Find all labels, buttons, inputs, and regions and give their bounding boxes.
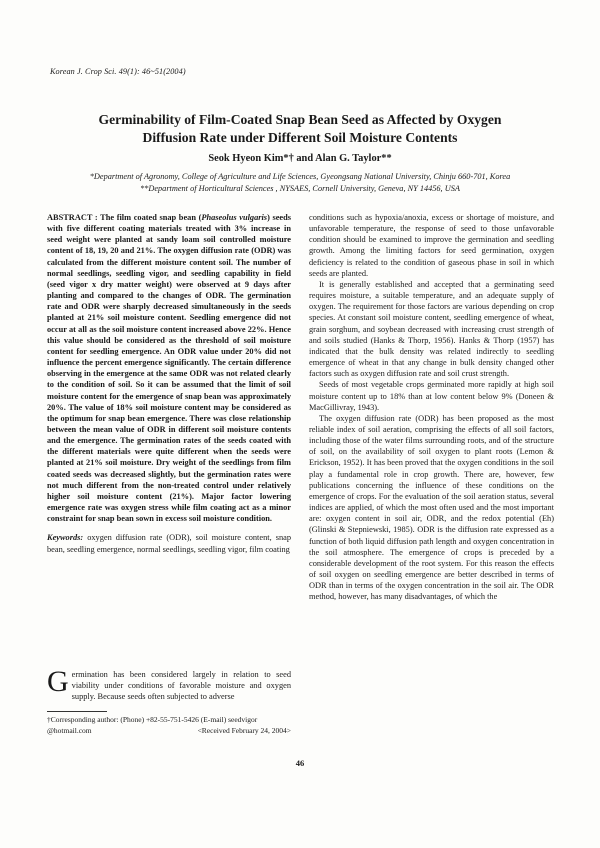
footnote-line-2: [47, 725, 291, 736]
title-line-2: Diffusion Rate under Different Soil Moisture Contents: [142, 130, 458, 145]
affiliations: [40, 171, 560, 194]
footnote-rule: [47, 711, 107, 712]
introduction: [47, 665, 291, 702]
affiliation-1: *Department of Agronomy, College of Agriculture and Life Sciences, Gyeongsang National University, Chinju 660-701, Korea: [89, 172, 511, 181]
paragraph: It is generally established and accepted that a germinating seed requires moisture, a suitable temperature, and an adequate supply of oxygen. The requirement for those factors are various depending on crop species. At constant soil moisture content, seedling emergence of wheat, grain sorghum, and soybean decreased with increasing crust strength of and soils studied (Hanks & Thorp, 1956). Hanks & Thorp (1957) has indicated that the bulk density was related indirectly to seedling emergence of wheat in that any change in bulk density changed other factors such as oxygen diffusion rate and soil crust strength.: [309, 279, 554, 379]
right-column: [309, 212, 554, 602]
left-column: [47, 212, 291, 555]
abstract: [47, 212, 291, 524]
paragraph: The oxygen diffusion rate (ODR) has been proposed as the most reliable index of soil aeration, comprising the effects of all soil factors, including those of the water films surrounding roots, and of the structure of soil, on the availability of soil oxygen to plant roots (Lemon & Erickson, 1952). It has been proved that the oxygen conditions in the soil play a fundamental role in crop growth. There are, however, few publications concerning the influence of these conditions on the emergence of crops. For the evaluation of the soil aeration status, several indices are applied, of which the most often used and the most important are: oxygen content in soil air, ODR, and the redox potential (Eh) (Glinski & Stepniewski, 1985). ODR is the diffusion rate expressed as a function of both liquid diffusion path length and oxygen concentration in the soil atmosphere. The emergence of crops is preceded by a considerable development of the root system. For this reason the effects of soil oxygen on seedling emergence are better described in terms of ODR than in terms of the oxygen concentration in the soil air. The ODR method, however, has many disadvantages, of which the: [309, 413, 554, 602]
keywords-text: oxygen diffusion rate (ODR), soil moisture content, snap bean, seedling emergence, normal seedlings, seedling vigor, film coating: [47, 533, 291, 554]
received-date: <Received February 24, 2004>: [197, 726, 291, 735]
abstract-text-2: ) seeds with five different coating materials treated with 3% increase in seed weight were planted at sandy loam soil controlled moisture content of 18, 19, 20 and 21%. The oxygen diffusion rate (ODR) was calculated from the different moisture content soil. The number of normal seedlings, seedling vigor, and seedling capability in field (seed vigor x dry matter weight) were observed at 9 days after planting and compared to the changes of ODR. The germination rate and ODR were sharply decreased simultaneously in the seeds planted at 21% soil moisture content. Seedling emergence did not occur at all as the soil moisture content increased above 22%. Hence this value should be considered as the threshold of soil moisture content for seedling emergence. An ODR value under 20% did not influence the percent emergence significantly. The certain difference observing in the emergence at the same ODR was not related clearly to the condition of soil. So it can be assumed that the limit of soil moisture content for the emergence of snap bean was approximately 20%. The value of 18% soil moisture content may be considered as the optimum for snap bean emergence. There was close relationship between the mean value of ODR in different soil moisture contents and the emergence. The germination rates of the seeds coated with the different materials were quite different when the seeds were planted at 21% soil moisture. Dry weight of the seedlings from film coated seeds was decreased slightly, but the germination rates were not much different from the non-treated control under relatively higher soil moisture content (21%). Major factor lowering emergence rate was oxygen stress while film coating act as a minor constraint for snap bean sown in excess soil moisture condition.: [47, 213, 292, 524]
footnote-email: @hotmail.com: [47, 726, 92, 735]
drop-cap: G: [47, 665, 69, 698]
footnote: [47, 714, 291, 736]
title-line-1: Germinability of Film-Coated Snap Bean Seed as Affected by Oxygen: [98, 112, 502, 127]
journal-citation: Korean J. Crop Sci. 49(1): 46~51(2004): [50, 67, 186, 76]
authors: Seok Hyeon Kim*† and Alan G. Taylor**: [208, 153, 392, 164]
keywords: [47, 532, 291, 554]
paragraph: conditions such as hypoxia/anoxia, excess or shortage of moisture, and unfavorable temperature, the response of seed to those unfavorable condition should be examined to improve the germination and seedling growth. Among the limiting factors for seed germination, oxygen deficiency is related to the condition of gaseous phase in soil in which seeds are planted.: [309, 213, 554, 278]
abstract-species: Phaseolus vulgaris: [201, 213, 268, 222]
abstract-text-1: The film coated snap bean (: [97, 213, 202, 222]
footnote-line-1: †Corresponding author: (Phone) +82-55-751-5426 (E-mail) seedvigor: [47, 715, 258, 724]
paragraph: Seeds of most vegetable crops germinated more rapidly at high soil moisture content up to 18% than at low content below 9% (Doneen & MacGillivray, 1943).: [309, 380, 554, 412]
keywords-label: Keywords:: [47, 533, 84, 543]
affiliation-2: **Department of Horticultural Sciences , NYSAES, Cornell University, Geneva, NY 14456, USA: [140, 183, 460, 193]
abstract-label: ABSTRACT :: [47, 213, 98, 222]
paper-title: [60, 111, 540, 147]
intro-text: ermination has been considered largely in relation to seed viability under conditions of favorable moisture and oxygen supply. Because seeds often subjected to adverse: [71, 670, 291, 702]
page-number: 46: [295, 758, 305, 768]
